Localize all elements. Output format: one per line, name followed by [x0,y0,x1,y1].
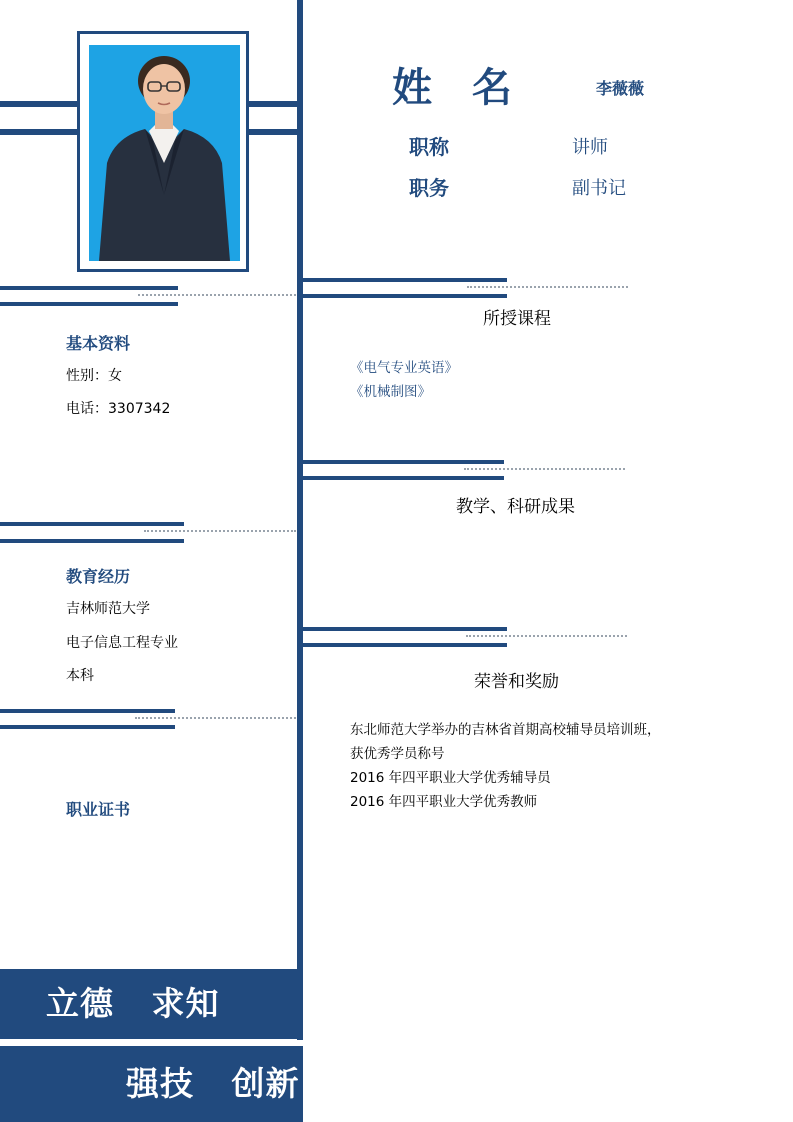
phone-text: 电话：3307342 [66,401,171,417]
dotted-divider [466,635,627,637]
dotted-divider [138,294,296,296]
education-heading: 教育经历 [66,567,131,586]
gender-text: 性别：女 [66,368,122,384]
education-degree: 本科 [66,668,94,684]
profile-photo [89,45,240,261]
dotted-divider [135,717,296,719]
section-bar [0,539,184,543]
section-bar [303,476,504,480]
honor-item: 东北师范大学举办的吉林省首期高校辅导员培训班， [350,722,661,738]
section-bar [0,725,175,729]
honor-item: 获优秀学员称号 [350,746,445,762]
deco-bar [249,101,297,107]
section-bar [303,460,504,464]
deco-bar [0,129,77,135]
name-value: 李薇薇 [596,79,645,98]
section-bar [303,278,507,282]
section-bar [303,627,507,631]
research-heading: 教学、科研成果 [456,497,575,517]
course-item: 《电气专业英语》 [350,360,458,376]
vertical-divider [297,0,303,1040]
position-label: 职务 [409,176,449,200]
name-label: 姓 名 [392,65,516,111]
position-value: 副书记 [572,178,626,199]
education-major: 电子信息工程专业 [66,635,178,651]
person-silhouette [89,45,240,261]
section-bar [0,522,184,526]
section-bar [303,294,507,298]
dotted-divider [144,530,296,532]
motto-line-1: 立德 求知 [0,969,303,1039]
honors-heading: 荣誉和奖励 [474,672,559,692]
basic-info-heading: 基本资料 [66,334,131,353]
course-item: 《机械制图》 [350,384,431,400]
title-label: 职称 [409,135,449,159]
motto-line-2: 强技 创新 [0,1046,303,1122]
photo-frame [77,31,249,272]
honor-item: 2016 年四平职业大学优秀辅导员 [350,770,551,786]
honor-item: 2016 年四平职业大学优秀教师 [350,794,538,810]
dotted-divider [467,286,628,288]
deco-bar [249,129,297,135]
section-bar [0,709,175,713]
section-bar [0,302,178,306]
deco-bar [0,101,77,107]
courses-heading: 所授课程 [483,309,551,329]
education-school: 吉林师范大学 [66,601,150,617]
certificates-heading: 职业证书 [66,800,131,819]
title-value: 讲师 [572,137,608,158]
section-bar [303,643,507,647]
dotted-divider [464,468,625,470]
section-bar [0,286,178,290]
